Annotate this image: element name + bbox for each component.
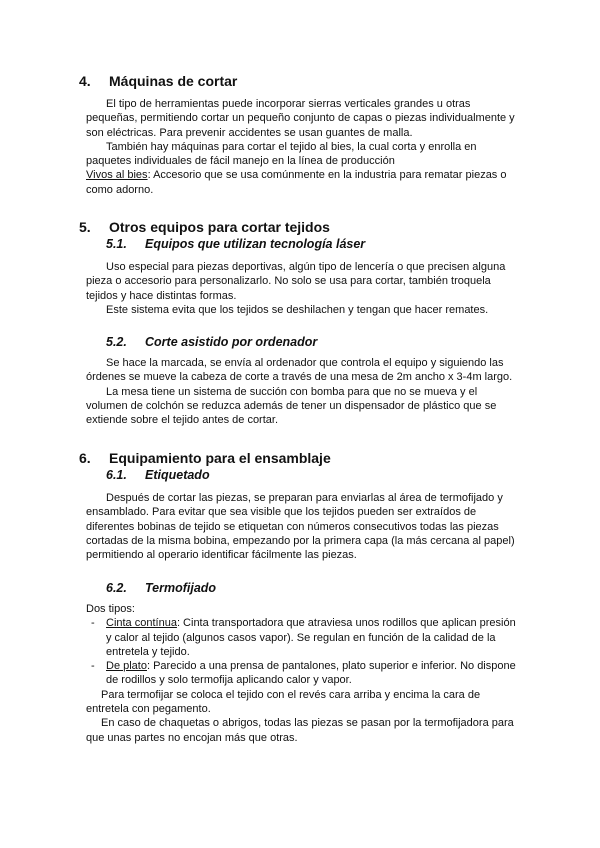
paragraph: Se hace la marcada, se envía al ordenador que controla el equipo y siguiendo las órdenes se mueve la cabeza de corte a través de una mesa de 2m ancho x 3-4m largo. — [86, 357, 513, 384]
subsection-number: 6.1. — [106, 468, 127, 482]
subsection-5-2-heading — [0, 334, 600, 350]
section-6 — [0, 449, 600, 562]
paragraph-definition — [86, 168, 516, 197]
section-number: 5. — [79, 219, 91, 235]
paragraph: Para termofijar se coloca el tejido con el revés cara arriba y encima la cara de entretela con pegamento. — [86, 688, 481, 716]
section-4-heading — [0, 72, 600, 90]
section-title: Otros equipos para cortar tejidos — [109, 219, 330, 235]
subsection-title: Equipos que utilizan tecnología láser — [145, 237, 366, 251]
paragraph: En caso de chaquetas o abrigos, todas las piezas se pasan por la termofijadora para que unas partes no encojan más que otras. — [86, 717, 514, 744]
list-item-text: : Parecido a una prensa de pantalones, plato superior e inferior. No dispone de rodillos y solo termofija aplicando calor y vapor. — [106, 660, 516, 687]
list-item-text: : Cinta transportadora que atraviesa unos rodillos que aplican presión y calor al tejido (algunos casos vapor). Se regulan en función de la calidad de la entretela y tejido. — [106, 617, 516, 658]
subsection-6-2-heading — [0, 580, 600, 596]
paragraph: También hay máquinas para cortar el tejido al bies, la cual corta y enrolla en paquetes individuales de fácil manejo en la línea de producción — [86, 140, 477, 168]
subsection-number: 5.2. — [106, 335, 127, 349]
dash-bullet: - — [91, 617, 95, 630]
definition-term: Vivos al bies — [86, 169, 148, 182]
subsection-number: 5.1. — [106, 237, 127, 251]
list-item — [86, 616, 516, 659]
list-item-term: Cinta contínua — [106, 617, 177, 630]
paragraph: Uso especial para piezas deportivas, algún tipo de lencería o que precisen alguna pieza o accesorio para personalizarlo. No solo se usa para cortar, también troquela tejidos y hace distintas formas. — [86, 261, 506, 302]
section-6-heading — [0, 449, 600, 467]
subsection-title: Corte asistido por ordenador — [145, 335, 318, 349]
paragraph-intro: Dos tipos: — [86, 603, 135, 615]
section-number: 6. — [79, 450, 91, 466]
section-number: 4. — [79, 73, 91, 89]
definition-text: : Accesorio que se usa comúnmente en la industria para rematar piezas o como adorno. — [86, 169, 507, 196]
section-title: Equipamiento para el ensamblaje — [109, 450, 331, 466]
dash-list — [86, 616, 516, 687]
paragraph: El tipo de herramientas puede incorporar sierras verticales grandes u otras pequeñas, permitiendo cortar un pequeño conjunto de capas o piezas individualmente y son eléctricas. Para prevenir accidentes se usan guantes de malla. — [86, 98, 515, 139]
subsection-5-2 — [0, 334, 600, 427]
list-item-term: De plato — [106, 660, 147, 673]
subsection-6-1-heading — [0, 467, 600, 483]
subsection-6-2 — [0, 580, 600, 745]
subsection-number: 6.2. — [106, 581, 127, 595]
subsection-title: Etiquetado — [145, 468, 210, 482]
section-5-heading — [0, 218, 600, 236]
dash-bullet: - — [91, 660, 95, 673]
section-title: Máquinas de cortar — [109, 73, 238, 89]
section-4 — [0, 72, 600, 197]
paragraph: Después de cortar las piezas, se preparan para enviarlas al área de termofijado y ensamblado. Para evitar que sea visible que los tejidos pueden ser extraídos de diferentes bobinas de tejido se etiquetan con números consecutivos todas las piezas cortadas de la misma bobina, empezando por la primera capa (la más cercana al papel) permitiendo al operario identificar fácilmente las piezas. — [86, 492, 515, 562]
paragraph: La mesa tiene un sistema de succión con bomba para que no se mueva y el volumen de colchón se reduzca además de tener un dispensador de plástico que se extiende sobre el tejido antes de cortar. — [86, 385, 497, 427]
list-item — [86, 659, 516, 688]
subsection-5-1-heading — [0, 236, 600, 252]
section-5 — [0, 218, 600, 317]
subsection-title: Termofijado — [145, 581, 217, 595]
paragraph: Este sistema evita que los tejidos se deshilachen y tengan que hacer remates. — [106, 303, 489, 316]
